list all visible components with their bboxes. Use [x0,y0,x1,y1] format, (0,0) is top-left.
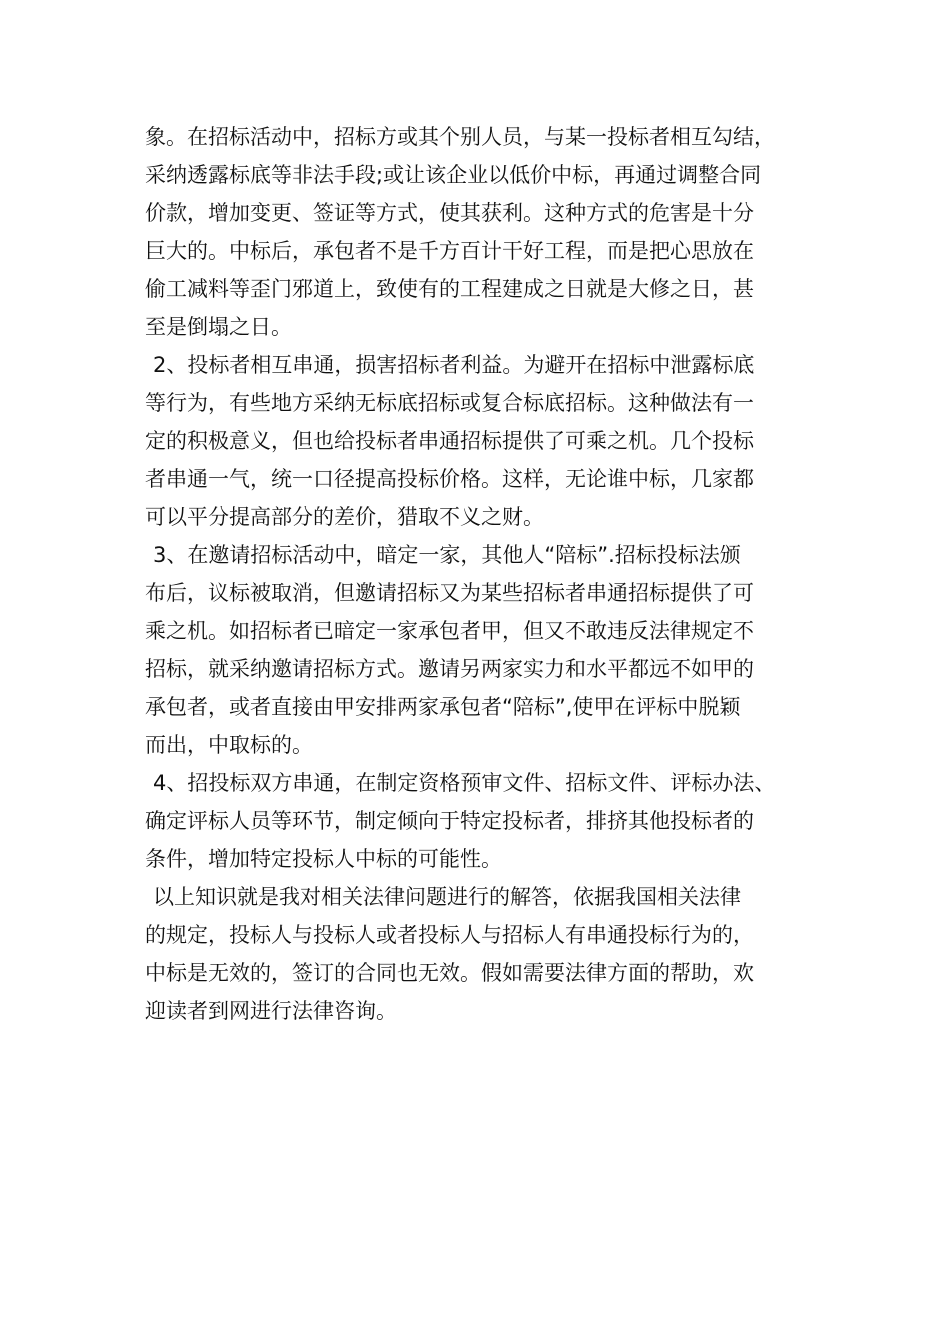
text-line: 条件，增加特定投标人中标的可能性。 [145,847,502,871]
text-line: 者串通一气，统一口径提高投标价格。这样，无论谁中标，几家都 [145,467,754,491]
text-line: 至是倒塌之日。 [145,315,292,339]
text-line: 乘之机。如招标者已暗定一家承包者甲，但又不敢违反法律规定不 [145,619,754,643]
text-line: 布后，议标被取消，但邀请招标又为某些招标者串通招标提供了可 [145,581,754,605]
text-line: 价款，增加变更、签证等方式，使其获利。这种方式的危害是十分 [145,201,754,225]
text-line: 迎读者到网进行法律咨询。 [145,999,397,1023]
text-line: 招标，就采纳邀请招标方式。邀请另两家实力和水平都远不如甲的 [145,657,754,681]
paragraph-first-line: 4、招投标双方串通，在制定资格预审文件、招标文件、评标办法、 [153,771,776,795]
text-line: 定的积极意义，但也给投标者串通招标提供了可乘之机。几个投标 [145,429,754,453]
text-line: 承包者，或者直接由甲安排两家承包者“陪标”,使甲在评标中脱颖 [145,695,741,719]
paragraph-first-line: 3、在邀请招标活动中，暗定一家，其他人“陪标”.招标投标法颁 [153,543,741,567]
paragraph-first-line: 2、投标者相互串通，损害招标者利益。为避开在招标中泄露标底 [153,353,755,377]
text-line: 偷工减料等歪门邪道上，致使有的工程建成之日就是大修之日，甚 [145,277,754,301]
text-line: 而出，中取标的。 [145,733,313,757]
text-line: 采纳透露标底等非法手段;或让该企业以低价中标，再通过调整合同 [145,163,762,187]
paragraph-first-line: 以上知识就是我对相关法律问题进行的解答，依据我国相关法律 [153,885,741,909]
text-line: 可以平分提高部分的差价，猎取不义之财。 [145,505,544,529]
text-line: 的规定，投标人与投标人或者投标人与招标人有串通投标行为的， [145,923,754,947]
text-line: 中标是无效的，签订的合同也无效。假如需要法律方面的帮助，欢 [145,961,754,985]
document-body [145,118,845,1030]
text-line: 巨大的。中标后，承包者不是千方百计干好工程，而是把心思放在 [145,239,754,263]
text-line: 确定评标人员等环节，制定倾向于特定投标者，排挤其他投标者的 [145,809,754,833]
text-line: 等行为，有些地方采纳无标底招标或复合标底招标。这种做法有一 [145,391,754,415]
text-line: 象。在招标活动中，招标方或其个别人员，与某一投标者相互勾结， [145,125,775,149]
